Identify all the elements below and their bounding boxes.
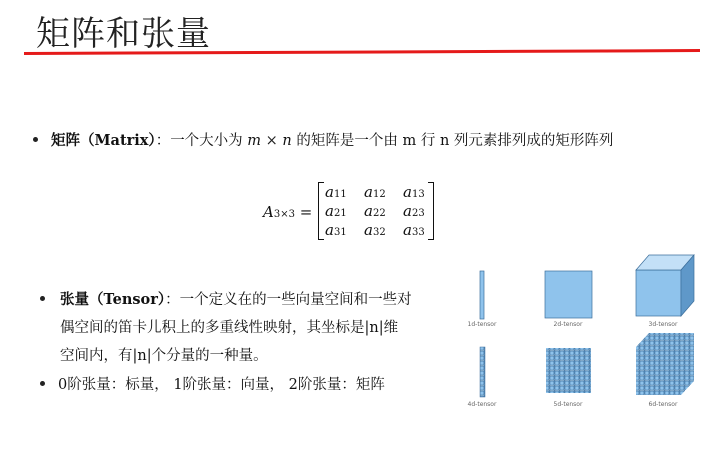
matrix-times: × bbox=[261, 133, 283, 149]
matrix-cell: a31 bbox=[325, 221, 347, 239]
matrix-cell: a12 bbox=[364, 183, 386, 201]
tensor-illustration bbox=[460, 245, 710, 415]
right-bracket bbox=[428, 182, 434, 240]
tensor-order-text: 0阶张量：标量， 1阶张量：向量， 2阶张量：矩阵 bbox=[58, 377, 385, 393]
bullet-dot bbox=[33, 137, 38, 142]
matrix-m: m bbox=[247, 133, 262, 149]
matrix-colon: ： bbox=[155, 133, 171, 149]
slide-title: 矩阵和张量 bbox=[36, 14, 211, 54]
matrix-body bbox=[318, 180, 434, 240]
tensor-5d-graphic bbox=[546, 348, 591, 393]
tensor-caption: 4d-tensor bbox=[467, 401, 497, 408]
tensor-caption: 6d-tensor bbox=[648, 401, 678, 408]
left-bracket bbox=[318, 182, 324, 240]
matrix-text-1: 一个大小为 bbox=[170, 133, 243, 149]
matrix-cell: a33 bbox=[403, 221, 425, 239]
tensor-term: 张量（Tensor） bbox=[60, 291, 166, 308]
matrix-n: n bbox=[282, 133, 292, 149]
matrix-term: 矩阵（Matrix） bbox=[51, 132, 156, 149]
tensor-definition-line-2: 偶空间的笛卡儿积上的多重线性映射，其坐标是|n|维 bbox=[60, 320, 399, 336]
matrix-definition bbox=[51, 129, 613, 150]
formula-lhs-sub: 3×3 bbox=[273, 209, 295, 220]
formula-lhs-base: A bbox=[263, 203, 274, 221]
tensor-caption: 2d-tensor bbox=[553, 321, 583, 328]
tensor-6d-graphic bbox=[636, 333, 694, 395]
tensor-caption: 5d-tensor bbox=[553, 401, 583, 408]
formula-equals: = bbox=[294, 203, 313, 221]
tensor-2d-graphic bbox=[545, 271, 592, 318]
tensor-caption: 1d-tensor bbox=[467, 321, 497, 328]
tensor-definition-line-1 bbox=[60, 288, 412, 309]
tensor-definition-line-3: 空间内，有|n|个分量的一种量。 bbox=[60, 348, 268, 364]
formula-lhs bbox=[263, 203, 312, 221]
tensor-3d-graphic bbox=[636, 255, 694, 316]
tensor-text-1: ：一个定义在的一些向量空间和一些对 bbox=[165, 292, 412, 308]
matrix-text-2: 的矩阵是一个由 m 行 n 列元素排列成的矩形阵列 bbox=[291, 133, 614, 149]
matrix-cell: a13 bbox=[403, 183, 425, 201]
tensor-4d-graphic bbox=[480, 347, 485, 397]
matrix-cell: a21 bbox=[325, 202, 347, 220]
matrix-cell: a23 bbox=[403, 202, 425, 220]
bullet-dot bbox=[40, 296, 45, 301]
matrix-cell: a22 bbox=[364, 202, 386, 220]
bullet-dot bbox=[40, 381, 45, 386]
tensor-1d-graphic bbox=[480, 271, 484, 319]
matrix-cell: a11 bbox=[325, 183, 347, 201]
matrix-cell: a32 bbox=[364, 221, 386, 239]
tensor-caption: 3d-tensor bbox=[648, 321, 678, 328]
